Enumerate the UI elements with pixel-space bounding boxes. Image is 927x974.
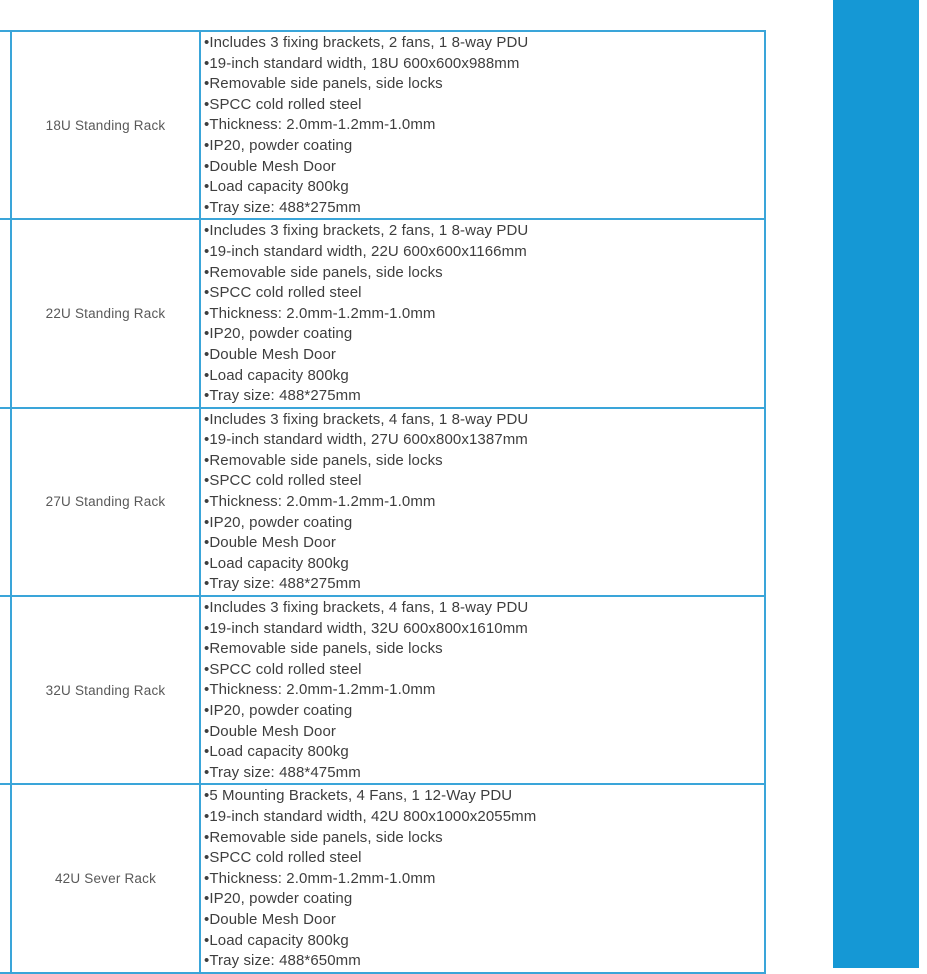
spec-list (204, 33, 760, 218)
spec-line: •Double Mesh Door (204, 722, 337, 740)
spec-line: •Removable side panels, side locks (204, 451, 443, 469)
spec-list (204, 410, 760, 595)
spec-line: •19-inch standard width, 27U 600x800x1387mm (204, 431, 528, 449)
spec-line: •Tray size: 488*275mm (204, 198, 361, 216)
product-spec-cell (200, 596, 765, 784)
product-name: 18U Standing Rack (45, 117, 166, 133)
spec-table-body (0, 31, 765, 973)
spec-list (204, 221, 760, 406)
product-name-cell (11, 408, 200, 596)
product-spec-cell (200, 31, 765, 219)
spec-line: •IP20, powder coating (204, 136, 353, 154)
spec-line: •SPCC cold rolled steel (204, 849, 362, 867)
spec-line: •Removable side panels, side locks (204, 640, 443, 658)
cropped-left-cell (0, 408, 11, 596)
product-name: 32U Standing Rack (45, 682, 166, 698)
table-row (0, 408, 765, 596)
spec-line: •SPCC cold rolled steel (204, 284, 362, 302)
spec-line: •Includes 3 fixing brackets, 4 fans, 1 8-way PDU (204, 599, 529, 617)
rack-spec-table (0, 30, 766, 974)
spec-line: •Load capacity 800kg (204, 931, 349, 949)
spec-line: •19-inch standard width, 22U 600x600x1166mm (204, 242, 527, 260)
spec-list (204, 786, 760, 971)
spec-line: •Removable side panels, side locks (204, 263, 443, 281)
product-name: 42U Sever Rack (54, 871, 157, 887)
spec-line: •Load capacity 800kg (204, 743, 349, 761)
spec-line: •Tray size: 488*275mm (204, 387, 361, 405)
spec-line: •Tray size: 488*650mm (204, 952, 361, 970)
product-name-cell (11, 219, 200, 407)
spec-line: •Thickness: 2.0mm-1.2mm-1.0mm (204, 304, 436, 322)
product-spec-cell (200, 219, 765, 407)
spec-line: •Removable side panels, side locks (204, 75, 443, 93)
spec-line: •Load capacity 800kg (204, 178, 349, 196)
cropped-left-cell (0, 596, 11, 784)
spec-line: •Thickness: 2.0mm-1.2mm-1.0mm (204, 869, 436, 887)
spec-line: •Removable side panels, side locks (204, 828, 443, 846)
spec-line: •Includes 3 fixing brackets, 2 fans, 1 8-way PDU (204, 222, 529, 240)
spec-line: •Includes 3 fixing brackets, 4 fans, 1 8-way PDU (204, 410, 529, 428)
spec-line: •Double Mesh Door (204, 534, 337, 552)
spec-line: •Includes 3 fixing brackets, 2 fans, 1 8-way PDU (204, 34, 529, 51)
table-row (0, 784, 765, 972)
product-name: 22U Standing Rack (45, 306, 166, 322)
spec-line: •SPCC cold rolled steel (204, 660, 362, 678)
spec-line: •5 Mounting Brackets, 4 Fans, 1 12-Way PDU (204, 787, 513, 805)
product-name-cell (11, 596, 200, 784)
spec-line: •Double Mesh Door (204, 910, 337, 928)
spec-line: •19-inch standard width, 42U 800x1000x2055mm (204, 807, 537, 825)
spec-line: •IP20, powder coating (204, 325, 353, 343)
spec-line: •IP20, powder coating (204, 513, 353, 531)
cropped-left-cell (0, 219, 11, 407)
spec-line: •IP20, powder coating (204, 890, 353, 908)
product-name-cell (11, 784, 200, 972)
spec-line: •Double Mesh Door (204, 345, 337, 363)
spec-line: •Tray size: 488*275mm (204, 575, 361, 593)
spec-line: •SPCC cold rolled steel (204, 472, 362, 490)
product-name: 27U Standing Rack (45, 494, 166, 510)
product-name-cell (11, 31, 200, 219)
right-accent-bar (833, 0, 919, 968)
spec-line: •Load capacity 800kg (204, 554, 349, 572)
spec-line: •IP20, powder coating (204, 702, 353, 719)
spec-line: •Thickness: 2.0mm-1.2mm-1.0mm (204, 493, 436, 511)
table-row (0, 596, 765, 784)
spec-line: •19-inch standard width, 18U 600x600x988mm (204, 54, 520, 72)
spec-line: •Thickness: 2.0mm-1.2mm-1.0mm (204, 681, 436, 699)
spec-line: •Tray size: 488*475mm (204, 763, 361, 781)
spec-line: •Load capacity 800kg (204, 366, 349, 384)
spec-line: •Double Mesh Door (204, 157, 337, 175)
cropped-left-cell (0, 784, 11, 972)
spec-line: •Thickness: 2.0mm-1.2mm-1.0mm (204, 116, 436, 134)
spec-line: •19-inch standard width, 32U 600x800x1610mm (204, 619, 528, 637)
table-row (0, 219, 765, 407)
spec-list (204, 598, 760, 783)
product-spec-cell (200, 408, 765, 596)
cropped-left-cell (0, 31, 11, 219)
spec-line: •SPCC cold rolled steel (204, 95, 362, 113)
product-spec-cell (200, 784, 765, 972)
table-row (0, 31, 765, 219)
